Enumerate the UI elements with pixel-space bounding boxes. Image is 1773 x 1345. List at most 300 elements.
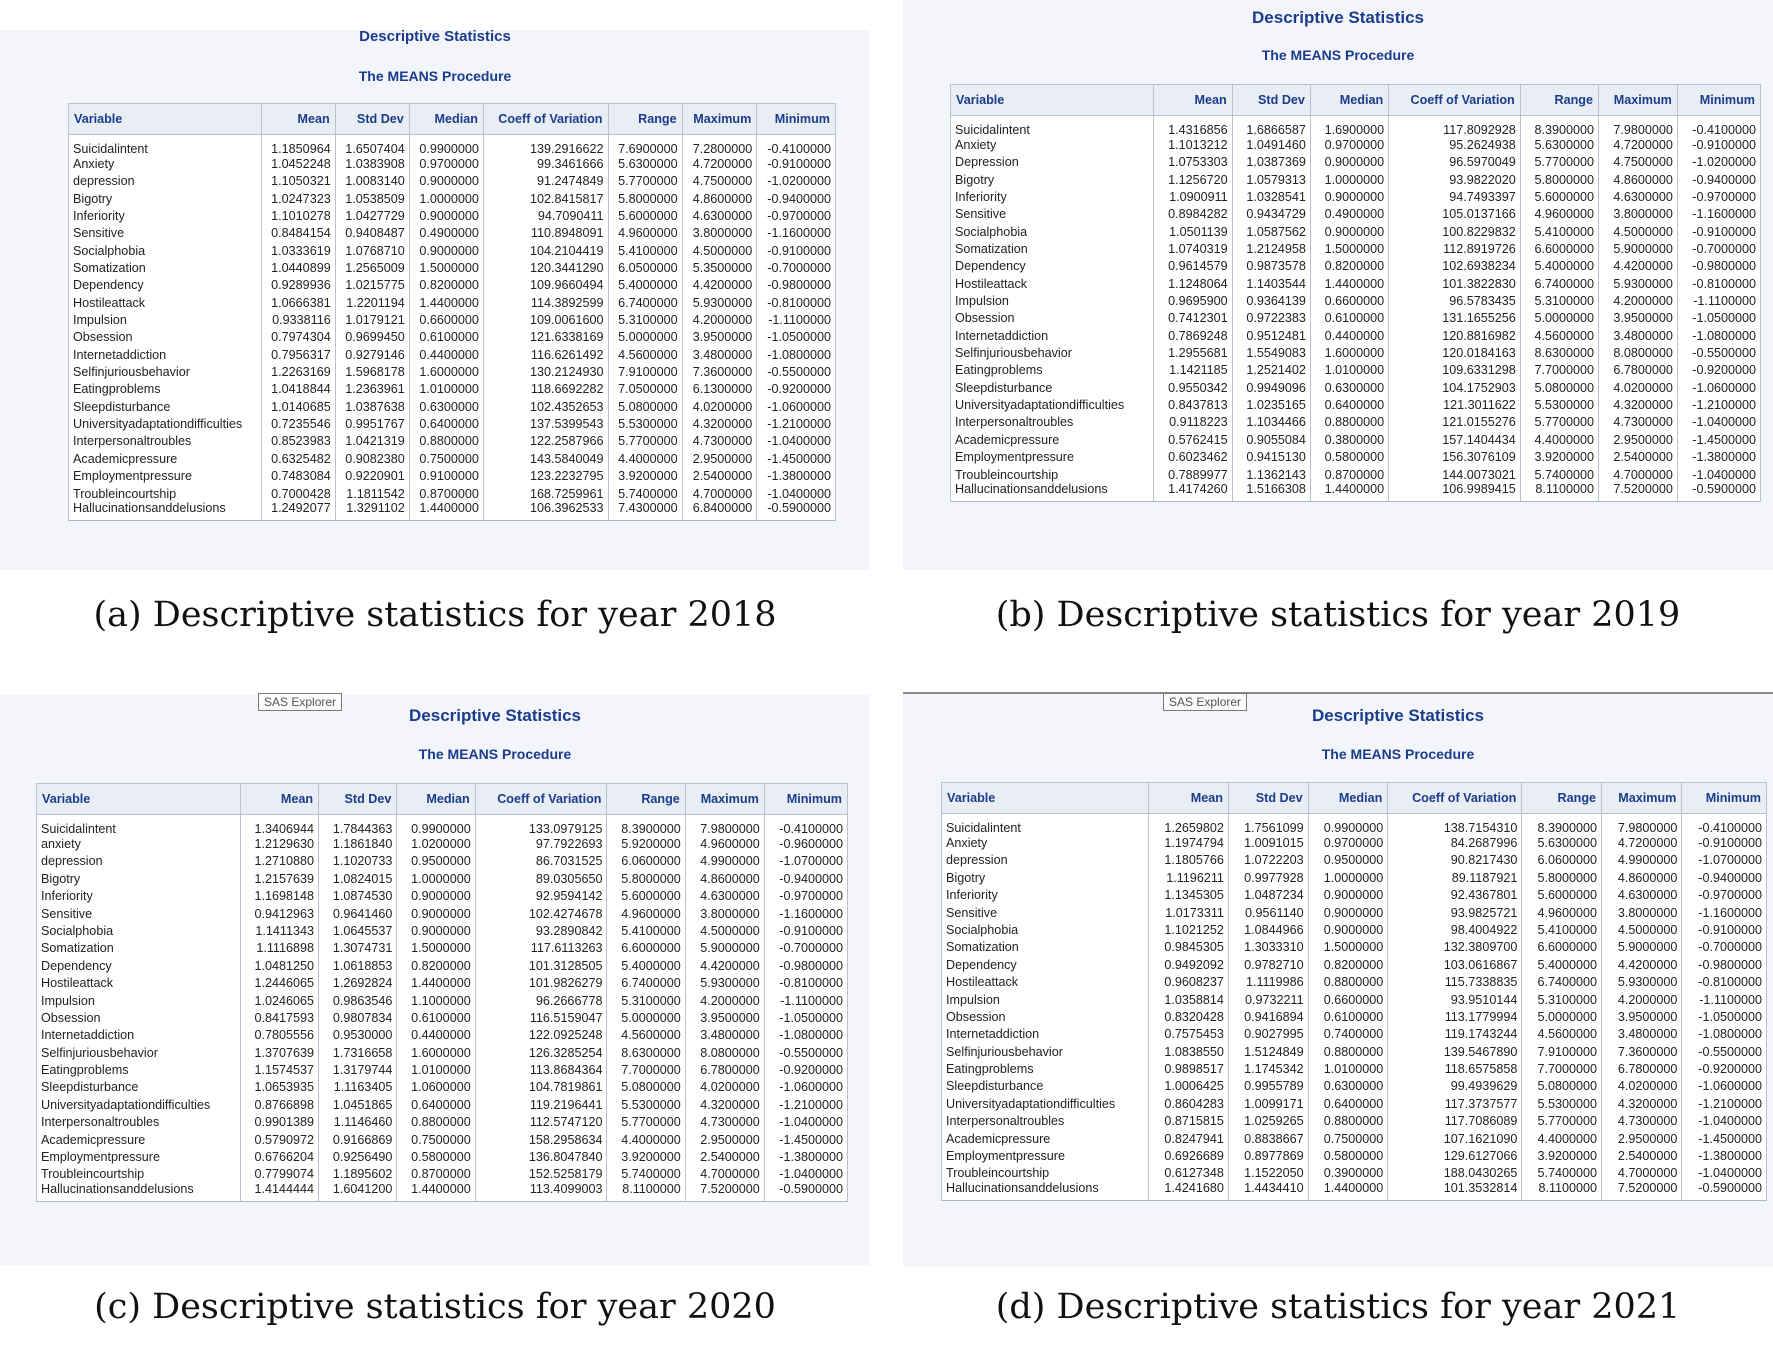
cell-maximum: 6.7800000 bbox=[1602, 1061, 1682, 1078]
cell-std-dev: 1.2363961 bbox=[335, 381, 409, 398]
cell-minimum: -0.9400000 bbox=[1677, 171, 1760, 188]
cell-std-dev: 1.1362143 bbox=[1232, 466, 1310, 483]
cell-mean: 0.9338116 bbox=[261, 312, 335, 329]
table-row bbox=[951, 379, 1761, 396]
cell-variable: Selfinjuriousbehavior bbox=[69, 364, 262, 381]
cell-std-dev: 1.0824015 bbox=[319, 870, 397, 887]
cell-mean: 1.1013212 bbox=[1154, 137, 1232, 154]
cell-median: 0.9700000 bbox=[1308, 835, 1388, 852]
cell-minimum: -0.8100000 bbox=[757, 294, 836, 311]
cell-range: 4.5600000 bbox=[1522, 1026, 1602, 1043]
cell-std-dev: 1.1745342 bbox=[1228, 1061, 1308, 1078]
cell-mean: 1.0653935 bbox=[240, 1079, 318, 1096]
cell-coeff-of-variation: 104.1752903 bbox=[1389, 379, 1521, 396]
cell-minimum: -0.9800000 bbox=[1677, 258, 1760, 275]
table-row bbox=[69, 468, 836, 485]
cell-mean: 0.8984282 bbox=[1154, 206, 1232, 223]
cell-minimum: -1.2100000 bbox=[1682, 1095, 1767, 1112]
table-row bbox=[69, 416, 836, 433]
stats-table bbox=[950, 84, 1761, 502]
cell-std-dev: 1.0235165 bbox=[1232, 397, 1310, 414]
cell-range: 7.7000000 bbox=[1520, 362, 1598, 379]
cell-minimum: -1.0200000 bbox=[1677, 154, 1760, 171]
cell-variable: Bigotry bbox=[37, 870, 241, 887]
cell-mean: 1.0838550 bbox=[1149, 1043, 1229, 1060]
cell-coeff-of-variation: 131.1655256 bbox=[1389, 310, 1521, 327]
table-row bbox=[942, 1182, 1767, 1200]
table-row bbox=[942, 1043, 1767, 1060]
cell-mean: 0.7575453 bbox=[1149, 1026, 1229, 1043]
cell-std-dev: 1.0618853 bbox=[319, 957, 397, 974]
cell-maximum: 4.0200000 bbox=[685, 1079, 764, 1096]
cell-median: 0.7500000 bbox=[397, 1131, 475, 1148]
cell-range: 7.4300000 bbox=[608, 502, 682, 520]
cell-mean: 0.9412963 bbox=[240, 905, 318, 922]
cell-coeff-of-variation: 138.7154310 bbox=[1388, 814, 1522, 835]
cell-coeff-of-variation: 102.8415817 bbox=[483, 190, 608, 207]
cell-minimum: -0.7000000 bbox=[1682, 939, 1767, 956]
cell-range: 5.0800000 bbox=[607, 1079, 685, 1096]
cell-coeff-of-variation: 104.7819861 bbox=[475, 1079, 607, 1096]
cell-mean: 1.1248064 bbox=[1154, 275, 1232, 292]
cell-coeff-of-variation: 101.3128505 bbox=[475, 957, 607, 974]
table-row bbox=[942, 1148, 1767, 1165]
cell-mean: 1.1411343 bbox=[240, 923, 318, 940]
cell-mean: 1.1805766 bbox=[1149, 852, 1229, 869]
cell-variable: Eatingproblems bbox=[69, 381, 262, 398]
cell-std-dev: 1.1146460 bbox=[319, 1114, 397, 1131]
cell-variable: Employmentpressure bbox=[942, 1148, 1149, 1165]
cell-range: 5.5300000 bbox=[1520, 397, 1598, 414]
cell-coeff-of-variation: 96.5783435 bbox=[1389, 293, 1521, 310]
cell-std-dev: 1.2692824 bbox=[319, 975, 397, 992]
col-coeff-of-variation: Coeff of Variation bbox=[1388, 783, 1522, 814]
cell-std-dev: 1.1163405 bbox=[319, 1079, 397, 1096]
cell-range: 8.1100000 bbox=[1520, 483, 1598, 501]
col-minimum: Minimum bbox=[764, 784, 847, 815]
cell-range: 7.9100000 bbox=[1522, 1043, 1602, 1060]
cell-mean: 0.6926689 bbox=[1149, 1148, 1229, 1165]
col-variable: Variable bbox=[942, 783, 1149, 814]
col-mean: Mean bbox=[240, 784, 318, 815]
cell-maximum: 3.4800000 bbox=[1602, 1026, 1682, 1043]
cell-mean: 0.7805556 bbox=[240, 1027, 318, 1044]
cell-variable: Anxiety bbox=[942, 835, 1149, 852]
cell-median: 0.8200000 bbox=[1310, 258, 1388, 275]
table-row bbox=[942, 939, 1767, 956]
cell-range: 8.3900000 bbox=[1522, 814, 1602, 835]
cell-coeff-of-variation: 107.1621090 bbox=[1388, 1130, 1522, 1147]
cell-coeff-of-variation: 102.6938234 bbox=[1389, 258, 1521, 275]
cell-median: 0.6600000 bbox=[1308, 991, 1388, 1008]
cell-std-dev: 1.3033310 bbox=[1228, 939, 1308, 956]
table-row bbox=[69, 381, 836, 398]
cell-range: 5.7400000 bbox=[607, 1166, 685, 1183]
figure-caption: (d) Descriptive statistics for year 2021 bbox=[995, 1287, 1681, 1327]
cell-median: 0.5800000 bbox=[1310, 449, 1388, 466]
cell-variable: Troubleincourtship bbox=[69, 485, 262, 502]
cell-mean: 1.0440899 bbox=[261, 260, 335, 277]
cell-coeff-of-variation: 94.7090411 bbox=[483, 208, 608, 225]
cell-maximum: 3.8000000 bbox=[1599, 206, 1678, 223]
cell-minimum: -0.5900000 bbox=[764, 1183, 847, 1201]
cell-variable: anxiety bbox=[37, 836, 241, 853]
cell-range: 5.4100000 bbox=[1520, 223, 1598, 240]
col-maximum: Maximum bbox=[1602, 783, 1682, 814]
cell-range: 5.6300000 bbox=[1522, 835, 1602, 852]
cell-median: 1.4400000 bbox=[397, 975, 475, 992]
cell-variable: Inferiority bbox=[942, 887, 1149, 904]
cell-coeff-of-variation: 156.3076109 bbox=[1389, 449, 1521, 466]
cell-mean: 1.1574537 bbox=[240, 1062, 318, 1079]
cell-range: 5.6000000 bbox=[1522, 887, 1602, 904]
cell-mean: 1.4241680 bbox=[1149, 1182, 1229, 1200]
cell-range: 6.7400000 bbox=[1522, 974, 1602, 991]
cell-minimum: -1.3800000 bbox=[1677, 449, 1760, 466]
cell-variable: depression bbox=[942, 852, 1149, 869]
cell-variable: Socialphobia bbox=[942, 922, 1149, 939]
cell-variable: Anxiety bbox=[69, 156, 262, 173]
cell-median: 0.7500000 bbox=[1308, 1130, 1388, 1147]
cell-range: 5.8000000 bbox=[607, 870, 685, 887]
cell-minimum: -1.2100000 bbox=[764, 1096, 847, 1113]
cell-coeff-of-variation: 99.3461666 bbox=[483, 156, 608, 173]
table-row bbox=[942, 1078, 1767, 1095]
table-row bbox=[951, 241, 1761, 258]
table-row bbox=[951, 223, 1761, 240]
cell-std-dev: 1.6866587 bbox=[1232, 116, 1310, 137]
cell-median: 0.7500000 bbox=[409, 450, 483, 467]
cell-minimum: -1.0400000 bbox=[1682, 1165, 1767, 1182]
cell-range: 4.5600000 bbox=[608, 346, 682, 363]
col-mean: Mean bbox=[1149, 783, 1229, 814]
cell-minimum: -1.0400000 bbox=[764, 1166, 847, 1183]
cell-median: 0.5800000 bbox=[1308, 1148, 1388, 1165]
cell-minimum: -0.9400000 bbox=[757, 190, 836, 207]
cell-maximum: 2.5400000 bbox=[685, 1149, 764, 1166]
cell-std-dev: 1.1861840 bbox=[319, 836, 397, 853]
cell-range: 6.7400000 bbox=[608, 294, 682, 311]
cell-mean: 1.0481250 bbox=[240, 957, 318, 974]
cell-median: 1.5000000 bbox=[397, 940, 475, 957]
cell-mean: 1.0173311 bbox=[1149, 904, 1229, 921]
table-row bbox=[37, 1149, 848, 1166]
cell-maximum: 3.4800000 bbox=[685, 1027, 764, 1044]
cell-median: 0.9100000 bbox=[409, 468, 483, 485]
cell-coeff-of-variation: 118.6692282 bbox=[483, 381, 608, 398]
cell-coeff-of-variation: 94.7493397 bbox=[1389, 189, 1521, 206]
cell-std-dev: 1.0722203 bbox=[1228, 852, 1308, 869]
cell-maximum: 7.9800000 bbox=[685, 815, 764, 836]
col-mean: Mean bbox=[261, 104, 335, 135]
cell-coeff-of-variation: 120.3441290 bbox=[483, 260, 608, 277]
table-row bbox=[37, 1062, 848, 1079]
table-row bbox=[951, 137, 1761, 154]
table-row bbox=[951, 466, 1761, 483]
cell-median: 0.8700000 bbox=[397, 1166, 475, 1183]
cell-median: 0.9000000 bbox=[409, 173, 483, 190]
cell-coeff-of-variation: 98.4004922 bbox=[1388, 922, 1522, 939]
cell-mean: 1.4316856 bbox=[1154, 116, 1232, 137]
cell-coeff-of-variation: 84.2687996 bbox=[1388, 835, 1522, 852]
cell-median: 0.8200000 bbox=[397, 957, 475, 974]
cell-coeff-of-variation: 109.6331298 bbox=[1389, 362, 1521, 379]
cell-minimum: -0.9100000 bbox=[1682, 922, 1767, 939]
cell-variable: Sensitive bbox=[37, 905, 241, 922]
cell-range: 5.6000000 bbox=[1520, 189, 1598, 206]
cell-variable: Hallucinationsanddelusions bbox=[951, 483, 1154, 501]
cell-range: 4.9600000 bbox=[608, 225, 682, 242]
cell-median: 0.8200000 bbox=[1308, 956, 1388, 973]
cell-variable: Employmentpressure bbox=[951, 449, 1154, 466]
cell-coeff-of-variation: 121.6338169 bbox=[483, 329, 608, 346]
cell-maximum: 4.7200000 bbox=[1602, 835, 1682, 852]
cell-coeff-of-variation: 96.5970049 bbox=[1389, 154, 1521, 171]
cell-range: 5.7400000 bbox=[1522, 1165, 1602, 1182]
cell-minimum: -0.5500000 bbox=[1677, 345, 1760, 362]
cell-minimum: -1.0200000 bbox=[757, 173, 836, 190]
table-row bbox=[69, 312, 836, 329]
table-row bbox=[69, 156, 836, 173]
cell-coeff-of-variation: 116.5159047 bbox=[475, 1010, 607, 1027]
table-row bbox=[951, 293, 1761, 310]
cell-coeff-of-variation: 139.5467890 bbox=[1388, 1043, 1522, 1060]
cell-minimum: -1.3800000 bbox=[757, 468, 836, 485]
cell-median: 1.5000000 bbox=[1310, 241, 1388, 258]
cell-coeff-of-variation: 119.2196441 bbox=[475, 1096, 607, 1113]
cell-maximum: 2.5400000 bbox=[1602, 1148, 1682, 1165]
cell-coeff-of-variation: 96.2666778 bbox=[475, 992, 607, 1009]
cell-median: 1.1000000 bbox=[397, 992, 475, 1009]
cell-std-dev: 1.0427729 bbox=[335, 208, 409, 225]
cell-mean: 1.0900911 bbox=[1154, 189, 1232, 206]
cell-variable: Universityadaptationdifficulties bbox=[951, 397, 1154, 414]
panel-2021 bbox=[903, 690, 1773, 1345]
cell-std-dev: 1.0451865 bbox=[319, 1096, 397, 1113]
cell-maximum: 4.8600000 bbox=[682, 190, 757, 207]
cell-mean: 0.9614579 bbox=[1154, 258, 1232, 275]
cell-std-dev: 1.0768710 bbox=[335, 242, 409, 259]
cell-std-dev: 0.9220901 bbox=[335, 468, 409, 485]
cell-mean: 0.7869248 bbox=[1154, 327, 1232, 344]
table-row bbox=[942, 852, 1767, 869]
cell-std-dev: 1.0487234 bbox=[1228, 887, 1308, 904]
cell-variable: Internetaddiction bbox=[37, 1027, 241, 1044]
cell-range: 7.0500000 bbox=[608, 381, 682, 398]
cell-maximum: 3.8000000 bbox=[682, 225, 757, 242]
cell-range: 5.6000000 bbox=[608, 208, 682, 225]
cell-minimum: -1.0600000 bbox=[1677, 379, 1760, 396]
table-row bbox=[69, 364, 836, 381]
cell-range: 3.9200000 bbox=[608, 468, 682, 485]
cell-std-dev: 0.9027995 bbox=[1228, 1026, 1308, 1043]
cell-maximum: 5.9300000 bbox=[1602, 974, 1682, 991]
cell-mean: 0.8604283 bbox=[1149, 1095, 1229, 1112]
cell-variable: Socialphobia bbox=[69, 242, 262, 259]
cell-range: 3.9200000 bbox=[1522, 1148, 1602, 1165]
cell-coeff-of-variation: 129.6127066 bbox=[1388, 1148, 1522, 1165]
cell-mean: 0.8715815 bbox=[1149, 1113, 1229, 1130]
cell-mean: 0.6023462 bbox=[1154, 449, 1232, 466]
cell-mean: 1.0246065 bbox=[240, 992, 318, 1009]
cell-variable: Sleepdisturbance bbox=[951, 379, 1154, 396]
cell-median: 1.0200000 bbox=[397, 836, 475, 853]
cell-maximum: 8.0800000 bbox=[685, 1044, 764, 1061]
cell-std-dev: 1.1895602 bbox=[319, 1166, 397, 1183]
cell-variable: Sleepdisturbance bbox=[37, 1079, 241, 1096]
cell-std-dev: 0.9955789 bbox=[1228, 1078, 1308, 1095]
cell-coeff-of-variation: 114.3892599 bbox=[483, 294, 608, 311]
cell-maximum: 4.7300000 bbox=[685, 1114, 764, 1131]
cell-coeff-of-variation: 86.7031525 bbox=[475, 853, 607, 870]
cell-variable: Hallucinationsanddelusions bbox=[942, 1182, 1149, 1200]
report-title: Descriptive Statistics bbox=[1312, 706, 1484, 725]
cell-range: 5.6300000 bbox=[608, 156, 682, 173]
cell-minimum: -1.0600000 bbox=[1682, 1078, 1767, 1095]
cell-maximum: 5.9300000 bbox=[685, 975, 764, 992]
col-std-dev: Std Dev bbox=[319, 784, 397, 815]
cell-variable: Obsession bbox=[951, 310, 1154, 327]
cell-maximum: 4.4200000 bbox=[1602, 956, 1682, 973]
cell-minimum: -1.0400000 bbox=[757, 485, 836, 502]
cell-variable: Selfinjuriousbehavior bbox=[37, 1044, 241, 1061]
cell-range: 8.6300000 bbox=[607, 1044, 685, 1061]
cell-coeff-of-variation: 109.9660494 bbox=[483, 277, 608, 294]
cell-std-dev: 1.7561099 bbox=[1228, 814, 1308, 835]
cell-range: 5.9200000 bbox=[607, 836, 685, 853]
col-median: Median bbox=[397, 784, 475, 815]
cell-coeff-of-variation: 102.4274678 bbox=[475, 905, 607, 922]
cell-variable: Impulsion bbox=[37, 992, 241, 1009]
cell-variable: Selfinjuriousbehavior bbox=[942, 1043, 1149, 1060]
cell-range: 3.9200000 bbox=[1520, 449, 1598, 466]
cell-std-dev: 1.0538509 bbox=[335, 190, 409, 207]
cell-mean: 0.7956317 bbox=[261, 346, 335, 363]
table-row bbox=[951, 483, 1761, 501]
cell-minimum: -0.5500000 bbox=[757, 364, 836, 381]
cell-maximum: 4.3200000 bbox=[682, 416, 757, 433]
cell-median: 1.0000000 bbox=[1310, 171, 1388, 188]
cell-minimum: -0.7000000 bbox=[764, 940, 847, 957]
table-row bbox=[951, 362, 1761, 379]
cell-minimum: -0.9200000 bbox=[1682, 1061, 1767, 1078]
cell-range: 5.7700000 bbox=[1520, 154, 1598, 171]
cell-coeff-of-variation: 91.2474849 bbox=[483, 173, 608, 190]
cell-std-dev: 1.0259265 bbox=[1228, 1113, 1308, 1130]
cell-coeff-of-variation: 115.7338835 bbox=[1388, 974, 1522, 991]
cell-std-dev: 0.9641460 bbox=[319, 905, 397, 922]
table-row bbox=[37, 992, 848, 1009]
table-row bbox=[951, 345, 1761, 362]
cell-mean: 1.0006425 bbox=[1149, 1078, 1229, 1095]
table-row bbox=[69, 398, 836, 415]
cell-median: 1.5000000 bbox=[1308, 939, 1388, 956]
cell-median: 0.6600000 bbox=[1310, 293, 1388, 310]
cell-maximum: 2.9500000 bbox=[682, 450, 757, 467]
cell-mean: 0.8437813 bbox=[1154, 397, 1232, 414]
cell-mean: 1.0666381 bbox=[261, 294, 335, 311]
cell-std-dev: 1.5549083 bbox=[1232, 345, 1310, 362]
cell-range: 4.4000000 bbox=[608, 450, 682, 467]
cell-coeff-of-variation: 117.8092928 bbox=[1389, 116, 1521, 137]
cell-coeff-of-variation: 89.0305650 bbox=[475, 870, 607, 887]
cell-median: 0.8800000 bbox=[1308, 974, 1388, 991]
table-row bbox=[37, 1114, 848, 1131]
cell-variable: Selfinjuriousbehavior bbox=[951, 345, 1154, 362]
figure-caption: (c) Descriptive statistics for year 2020 bbox=[94, 1287, 776, 1327]
cell-range: 4.4000000 bbox=[607, 1131, 685, 1148]
cell-std-dev: 0.9807834 bbox=[319, 1010, 397, 1027]
cell-range: 6.0600000 bbox=[1522, 852, 1602, 869]
cell-range: 5.3100000 bbox=[608, 312, 682, 329]
cell-range: 6.6000000 bbox=[607, 940, 685, 957]
cell-range: 5.4100000 bbox=[1522, 922, 1602, 939]
cell-maximum: 5.9000000 bbox=[685, 940, 764, 957]
cell-maximum: 4.7500000 bbox=[1599, 154, 1678, 171]
cell-variable: Internetaddiction bbox=[942, 1026, 1149, 1043]
cell-range: 3.9200000 bbox=[607, 1149, 685, 1166]
cell-maximum: 4.4200000 bbox=[1599, 258, 1678, 275]
table-row bbox=[69, 173, 836, 190]
cell-variable: Socialphobia bbox=[37, 923, 241, 940]
cell-median: 1.4400000 bbox=[1308, 1182, 1388, 1200]
cell-mean: 0.9901389 bbox=[240, 1114, 318, 1131]
cell-minimum: -0.9800000 bbox=[757, 277, 836, 294]
cell-std-dev: 1.5166308 bbox=[1232, 483, 1310, 501]
cell-std-dev: 1.0091015 bbox=[1228, 835, 1308, 852]
cell-range: 5.4100000 bbox=[608, 242, 682, 259]
cell-minimum: -1.0400000 bbox=[757, 433, 836, 450]
cell-median: 1.0100000 bbox=[1310, 362, 1388, 379]
cell-std-dev: 1.0645537 bbox=[319, 923, 397, 940]
table-row bbox=[37, 1010, 848, 1027]
cell-variable: Sensitive bbox=[69, 225, 262, 242]
cell-median: 0.9000000 bbox=[409, 208, 483, 225]
cell-minimum: -1.0400000 bbox=[1677, 414, 1760, 431]
cell-std-dev: 0.9977928 bbox=[1228, 869, 1308, 886]
cell-maximum: 4.6300000 bbox=[1602, 887, 1682, 904]
table-row bbox=[942, 887, 1767, 904]
col-minimum: Minimum bbox=[757, 104, 836, 135]
cell-mean: 0.9492092 bbox=[1149, 956, 1229, 973]
cell-std-dev: 1.0099171 bbox=[1228, 1095, 1308, 1112]
cell-median: 1.4400000 bbox=[409, 294, 483, 311]
cell-range: 4.4000000 bbox=[1522, 1130, 1602, 1147]
cell-variable: Impulsion bbox=[942, 991, 1149, 1008]
cell-minimum: -0.4100000 bbox=[1677, 116, 1760, 137]
cell-coeff-of-variation: 157.1404434 bbox=[1389, 431, 1521, 448]
cell-range: 4.9600000 bbox=[1520, 206, 1598, 223]
cell-std-dev: 0.9951767 bbox=[335, 416, 409, 433]
cell-mean: 1.2157639 bbox=[240, 870, 318, 887]
table-row bbox=[37, 1079, 848, 1096]
cell-median: 0.6100000 bbox=[409, 329, 483, 346]
cell-range: 5.6000000 bbox=[607, 888, 685, 905]
cell-maximum: 3.9500000 bbox=[1599, 310, 1678, 327]
table-row bbox=[37, 975, 848, 992]
cell-median: 1.0000000 bbox=[1308, 869, 1388, 886]
cell-maximum: 4.7300000 bbox=[682, 433, 757, 450]
cell-range: 5.7700000 bbox=[1520, 414, 1598, 431]
cell-mean: 0.8320428 bbox=[1149, 1009, 1229, 1026]
report-subtitle: The MEANS Procedure bbox=[358, 68, 512, 84]
cell-maximum: 4.9900000 bbox=[685, 853, 764, 870]
table-row bbox=[951, 154, 1761, 171]
cell-maximum: 2.5400000 bbox=[1599, 449, 1678, 466]
report-title: Descriptive Statistics bbox=[359, 28, 511, 45]
cell-mean: 0.8523983 bbox=[261, 433, 335, 450]
cell-variable: Employmentpressure bbox=[69, 468, 262, 485]
